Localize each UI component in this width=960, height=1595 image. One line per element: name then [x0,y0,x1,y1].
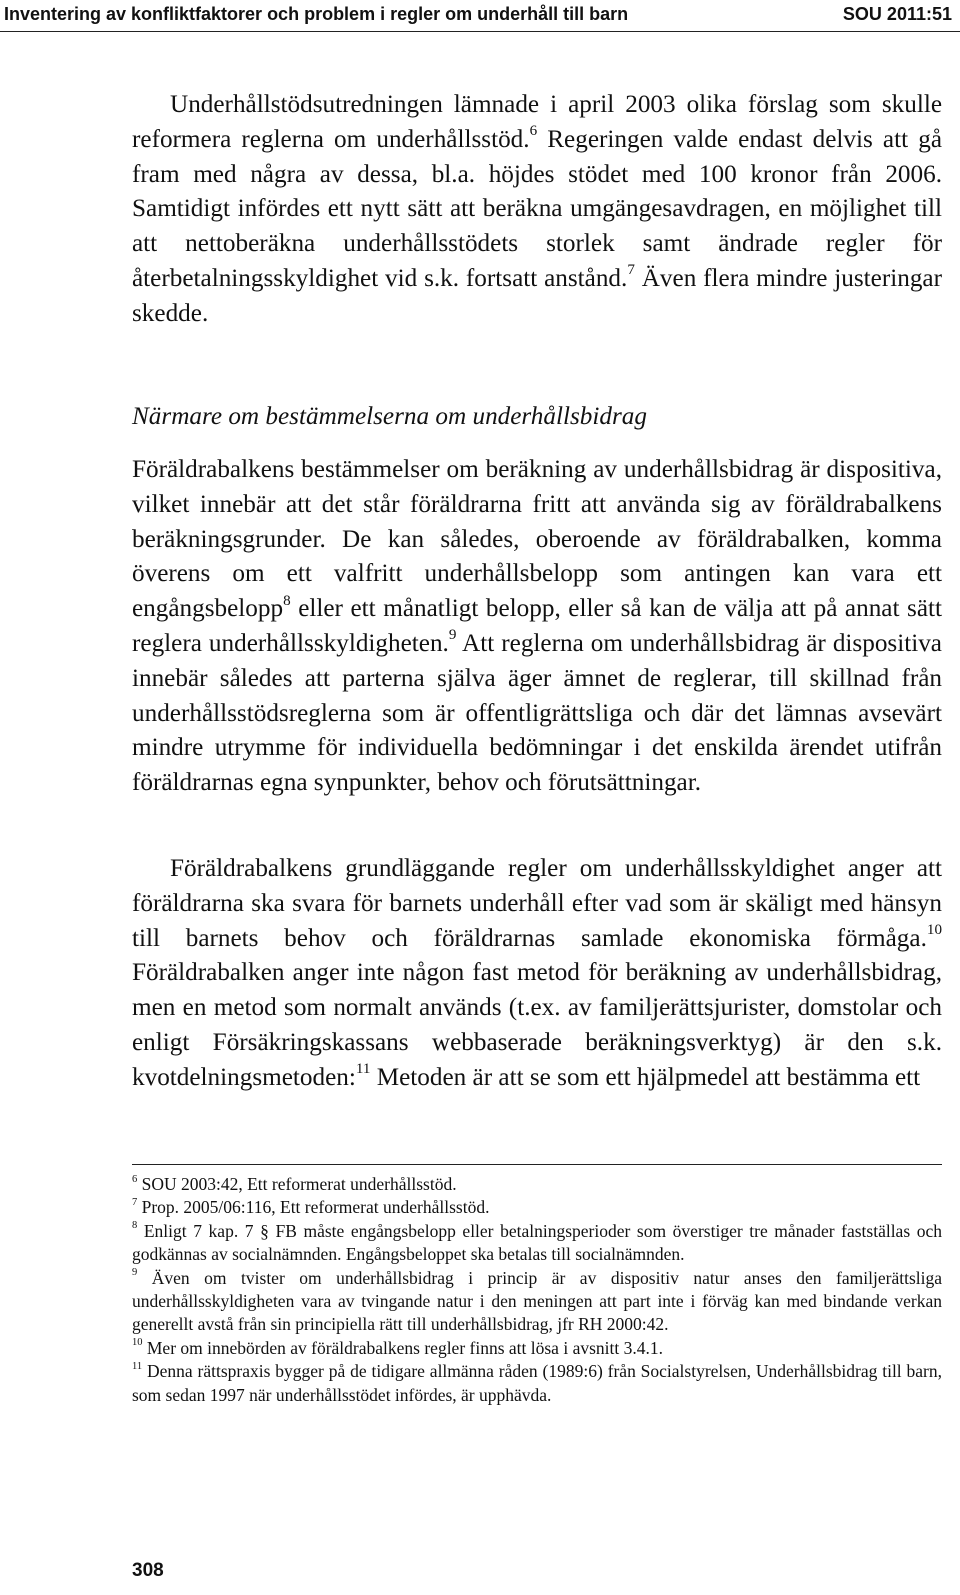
footnote-6: $^6$ SOU 2003:42, Ett reformerat underhållsstöd. [132,1173,457,1194]
footnote-11: $^{11}$ Denna rättspraxis bygger på de tidigare allmänna råden (1989:6) från Socialstyrelsen, Underhållsbidrag till barn, som sedan 1997 när underhållsstödet infördes, är upphävda. [132,1360,942,1405]
header-title: Inventering av konfliktfaktorer och problem i regler om underhåll till barn [4,4,629,24]
footnote-8: $^8$ Enligt 7 kap. 7 § FB måste engångsbelopp eller betalningsperioder som överstiger tre månader fastställas och godkännas av socialnämnden. Engångsbeloppet ska betalas till socialnämnden. [132,1220,942,1265]
footnote-ref-8: 8 [283,592,291,609]
footnote-ref-10: 10 [926,921,942,938]
page-number: 308 [132,1560,164,1581]
footnote-9: $^9$ Även om tvister om underhållsbidrag i princip är av dispositiv natur anses den familjerättsliga underhållsskyldigheten vara av tvingande natur i den meningen att part inte i förväg kan med bindande verkan generellt avstå från sin principiella rätt till underhållsbidrag, jfr RH 2000:42. [132,1267,942,1335]
paragraph-1 [132,88,942,332]
footnote-ref-11: 11 [355,1061,371,1078]
paragraph-2 [132,453,942,801]
footnote-ref-9: 9 [448,627,457,644]
section-subheading: Närmare om bestämmelserna om underhållsbidrag [132,403,647,430]
header-series-number: SOU 2011:51 [842,4,952,24]
footnote-ref-6: 6 [529,123,538,140]
paragraph-text: Föräldrabalkens grundläggande regler om underhållsskyldighet anger att föräldrarna ska svara för barnets underhåll efter vad som är skäligt med hänsyn till barnets behov och föräldrarnas samlade ekonomiska förmåga.$^{10}$ Föräldrabalken anger inte någon fast metod för beräkning av underhållsbidrag, men en metod som normalt används (t.ex. av familjerättsjurister, domstolar och enligt Försäkringskassans webbaserade beräkningsverktyg) är den s.k. kvotdelningsmetoden:$^{11}$ Metoden är att se som ett hjälpmedel att bestämma ett [132,855,942,1091]
paragraph-3 [132,852,942,1096]
paragraph-text: Underhållstödsutredningen lämnade i april 2003 olika förslag som skulle reformera reglerna om underhållsstöd.$^6$ Regeringen valde endast delvis att gå fram med några av dessa, bl.a. höjdes stödet med 100 kronor från 2006. Samtidigt infördes ett nytt sätt att beräkna umgängesavdragen, en möjlighet till att nettoberäkna underhållsstödets storlek samt ändrade regler för återbetalningsskyldighet vid s.k. fortsatt anstånd.$^7$ Även flera mindre justeringar skedde. [132,91,942,327]
footnote-ref-7: 7 [627,262,635,279]
footnote-divider [132,1164,942,1165]
footnotes [132,1173,942,1407]
paragraph-text: Föräldrabalkens bestämmelser om beräkning av underhållsbidrag är dispositiva, vilket innebär att det står föräldrarna fritt att använda sig av föräldrabalkens beräkningsgrunder. De kan således, oberoende av föräldrabalken, komma överens om ett valfritt underhållsbelopp som antingen kan vara ett engångsbelopp$^8$ eller ett månatligt belopp, eller så kan de välja att på annat sätt reglera underhållsskyldigheten.$^9$ Att reglerna om underhållsbidrag är dispositiva innebär således att parterna själva äger ämnet de reglerar, till skillnad från underhållsstödsreglerna som är offentligrättsliga och där det lämnas avsevärt mindre utrymme för individuella bedömningar i det enskilda ärendet utifrån föräldrarnas egna synpunkter, behov och förutsättningar. [132,456,942,797]
footnote-10: $^{10}$ Mer om innebörden av föräldrabalkens regler finns att lösa i avsnitt 3.4.1. [132,1337,663,1358]
footnote-7: $^7$ Prop. 2005/06:116, Ett reformerat underhållsstöd. [132,1197,490,1218]
running-header [0,0,960,32]
